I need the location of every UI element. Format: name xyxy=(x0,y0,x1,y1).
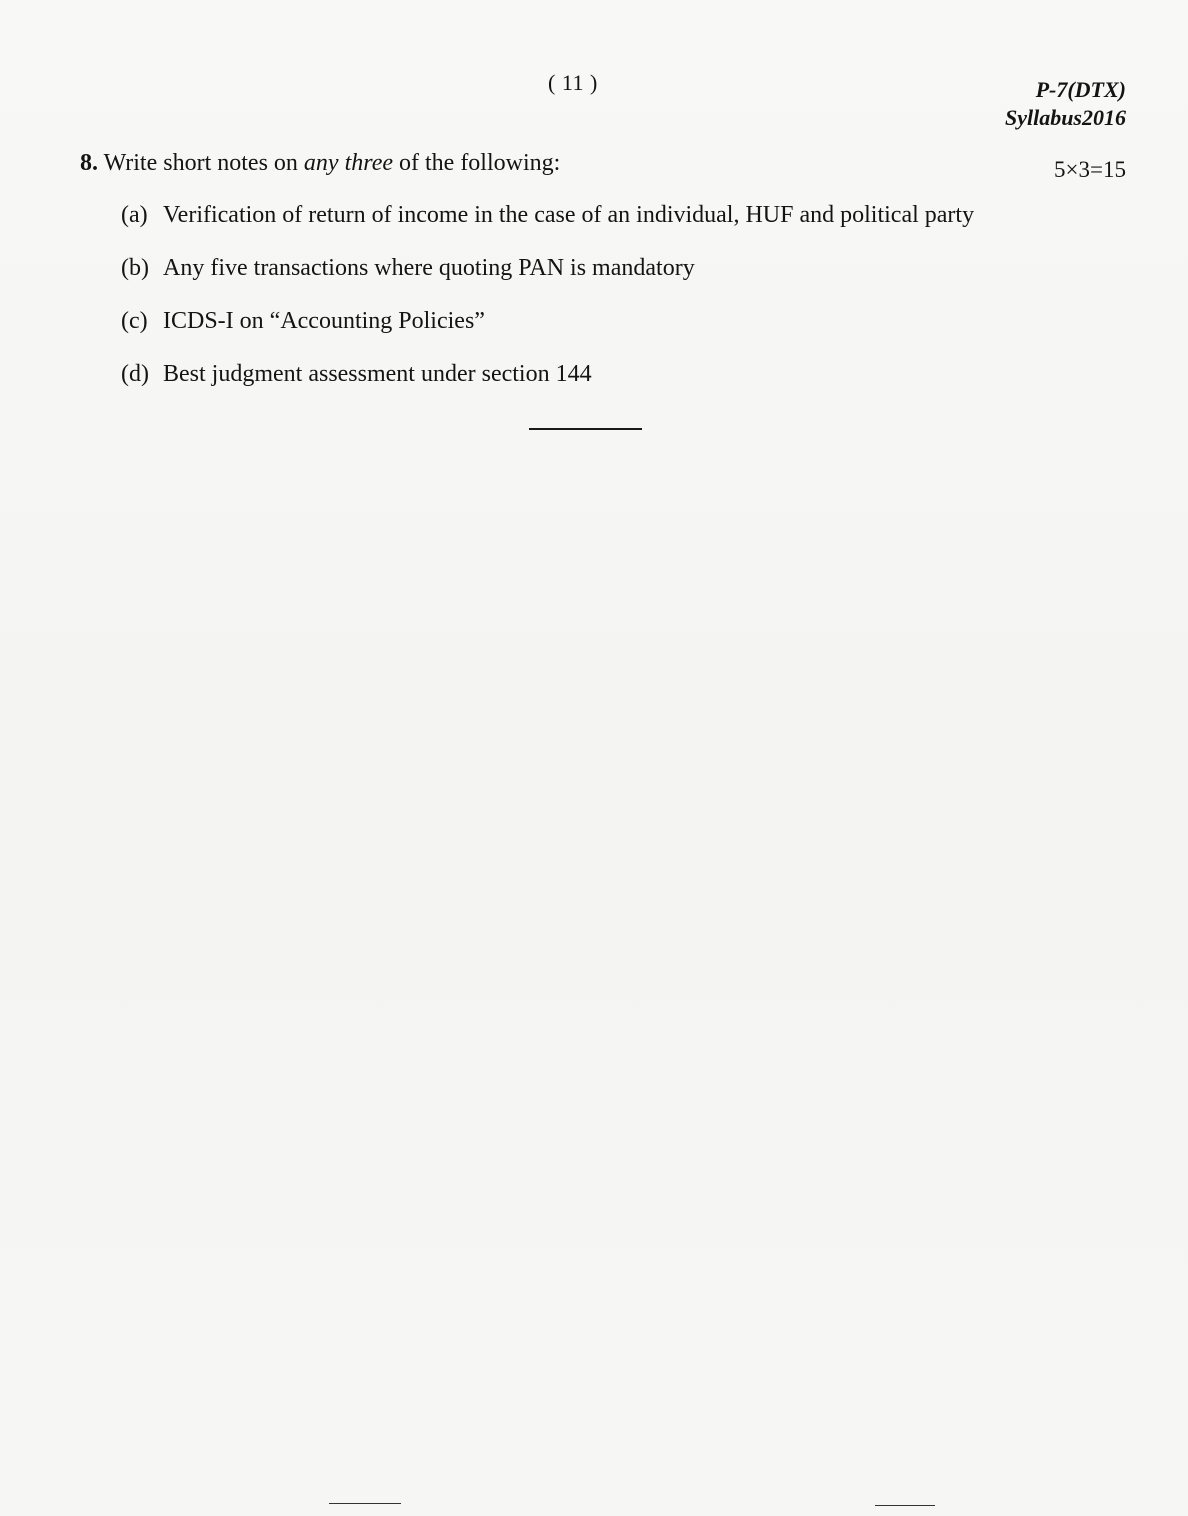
option-label: (a) xyxy=(121,202,148,228)
option-b xyxy=(121,255,974,308)
option-text: Any five transactions where quoting PAN is mandatory xyxy=(163,255,695,281)
paper-code: P-7(DTX) xyxy=(1035,77,1126,102)
option-c xyxy=(121,308,974,361)
question-text-emphasis: any three xyxy=(303,150,393,176)
paper-code-block xyxy=(1005,76,1126,132)
question-options xyxy=(121,202,974,414)
option-a xyxy=(121,202,974,255)
option-label: (c) xyxy=(121,308,148,334)
option-text: Verification of return of income in the case of an individual, HUF and political party xyxy=(163,202,975,228)
scan-edge-mark xyxy=(875,1505,935,1506)
question-text-before: Write short notes on xyxy=(103,150,304,176)
syllabus-label: Syllabus2016 xyxy=(1004,105,1126,130)
end-of-question-rule xyxy=(529,428,642,430)
question-marks: 5×3=15 xyxy=(1054,157,1126,182)
page-number: ( 11 ) xyxy=(548,70,598,95)
question-8 xyxy=(80,150,560,177)
option-text: Best judgment assessment under section 144 xyxy=(163,361,592,387)
scan-edge-mark xyxy=(329,1503,401,1504)
question-text-after: of the following: xyxy=(393,150,561,176)
option-label: (b) xyxy=(121,255,149,281)
option-d xyxy=(121,361,974,414)
option-text: ICDS-I on “Accounting Policies” xyxy=(163,308,485,334)
question-number: 8. xyxy=(80,150,98,176)
option-label: (d) xyxy=(121,361,149,387)
